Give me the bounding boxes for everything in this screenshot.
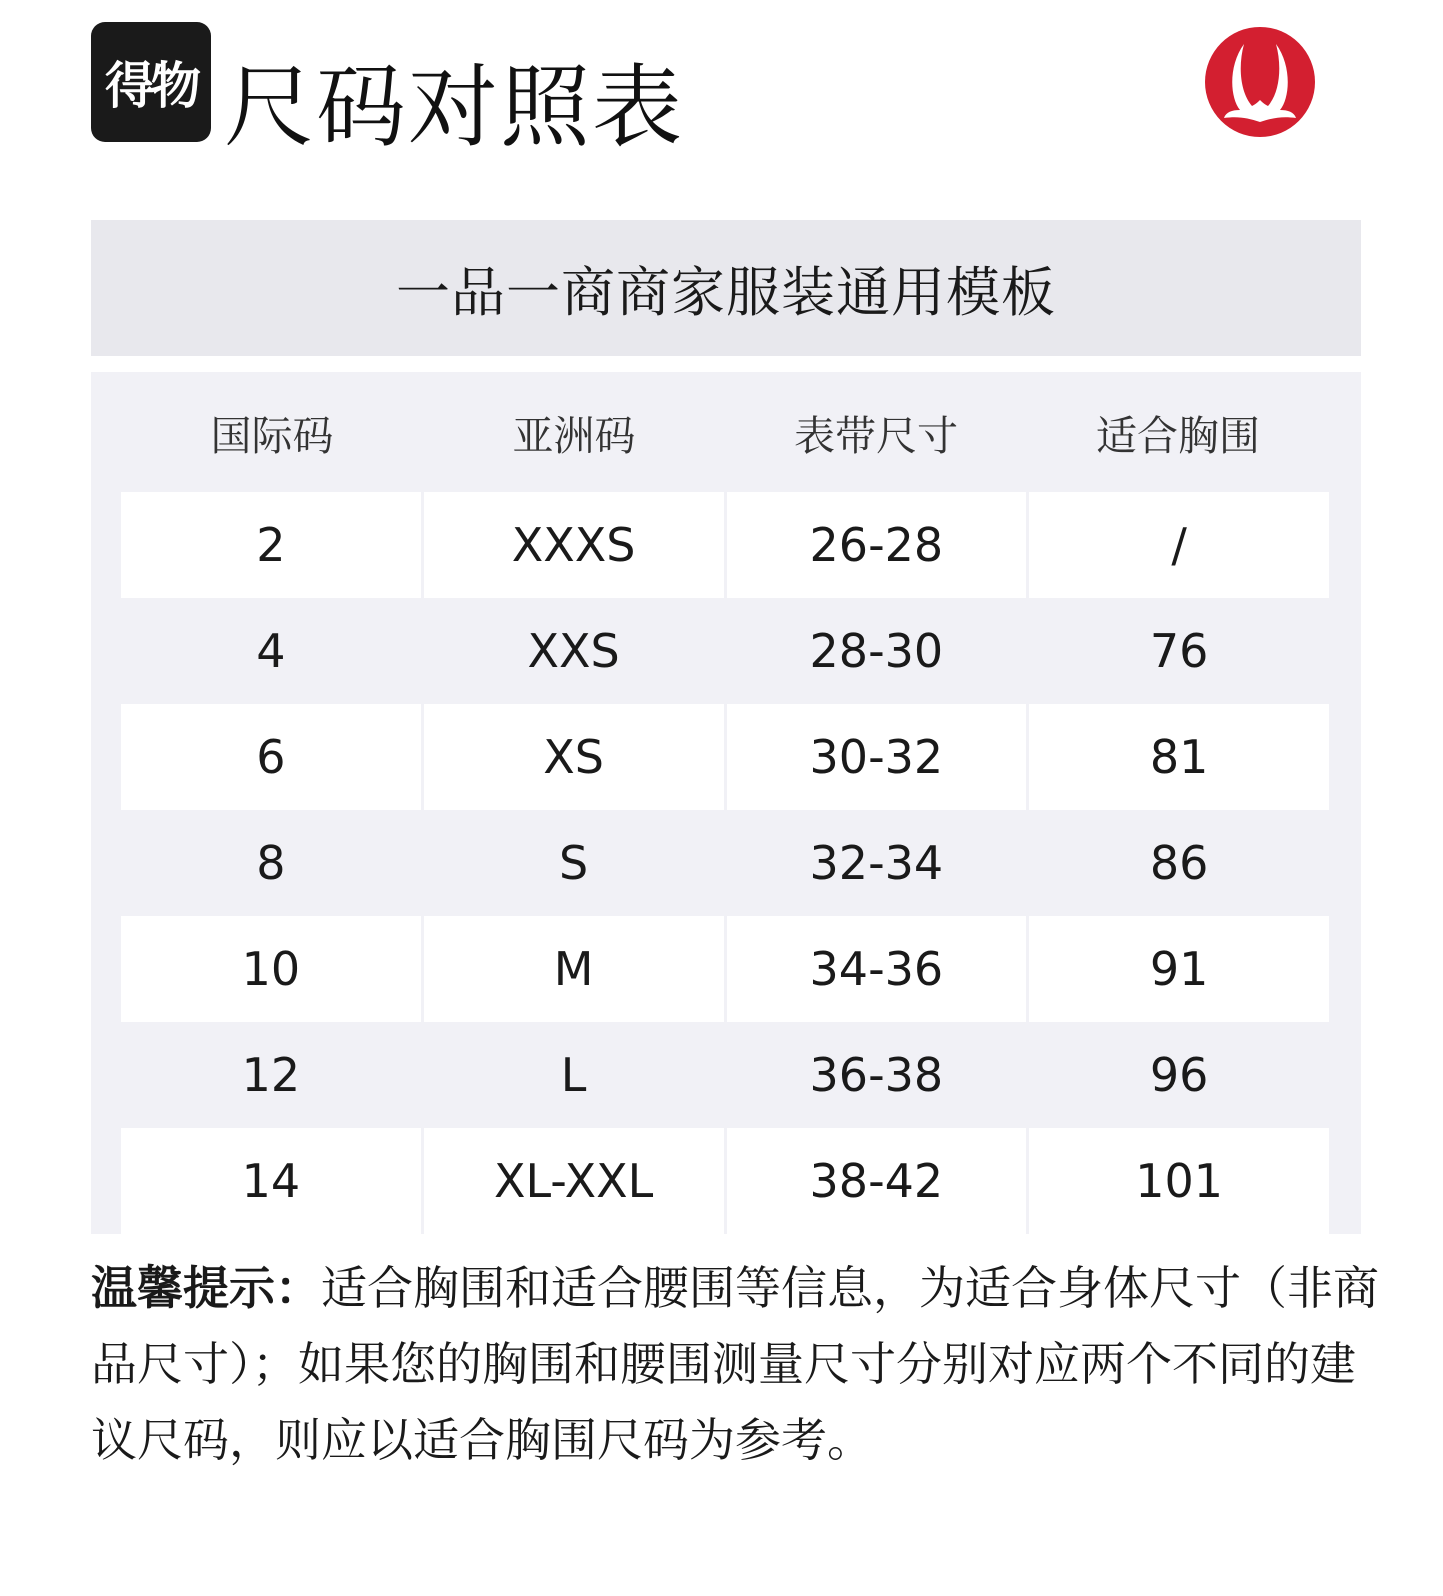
cell-asia: L bbox=[424, 1022, 724, 1128]
cell-international: 2 bbox=[121, 492, 421, 598]
cell-asia: XXS bbox=[424, 598, 724, 704]
table-header bbox=[121, 372, 1329, 492]
cell-band: 30-32 bbox=[727, 704, 1027, 810]
table-row bbox=[121, 1022, 1329, 1128]
cell-bust: 96 bbox=[1029, 1022, 1329, 1128]
cell-bust: 91 bbox=[1029, 916, 1329, 1022]
app-logo-text: 得物 bbox=[105, 57, 197, 115]
header-fit-bust: 适合胸围 bbox=[1096, 411, 1260, 460]
table-body bbox=[121, 492, 1329, 1234]
page-title: 尺码对照表 bbox=[224, 55, 684, 160]
cell-international: 12 bbox=[121, 1022, 421, 1128]
table-row bbox=[121, 1128, 1329, 1234]
cell-band: 32-34 bbox=[727, 810, 1027, 916]
table-row bbox=[121, 598, 1329, 704]
lululemon-logo-icon bbox=[1204, 26, 1316, 138]
tip-note bbox=[91, 1250, 1381, 1478]
template-title: 一品一商商家服装通用模板 bbox=[396, 260, 1056, 324]
cell-band: 36-38 bbox=[727, 1022, 1027, 1128]
cell-asia: M bbox=[424, 916, 724, 1022]
tip-text: 适合胸围和适合腰围等信息，为适合身体尺寸（非商品尺寸）；如果您的胸围和腰围测量尺寸分别对应两个不同的建议尺码，则应以适合胸围尺码为参考。 bbox=[91, 1261, 1379, 1467]
cell-band: 28-30 bbox=[727, 598, 1027, 704]
header-international-size: 国际码 bbox=[210, 411, 334, 460]
cell-band: 38-42 bbox=[727, 1128, 1027, 1234]
cell-band: 34-36 bbox=[727, 916, 1027, 1022]
cell-asia: XXXS bbox=[424, 492, 724, 598]
table-row bbox=[121, 704, 1329, 810]
app-logo bbox=[91, 22, 211, 142]
cell-asia: XL-XXL bbox=[424, 1128, 724, 1234]
cell-bust: 76 bbox=[1029, 598, 1329, 704]
header-asia-size: 亚洲码 bbox=[512, 411, 636, 460]
cell-asia: S bbox=[424, 810, 724, 916]
cell-bust: 101 bbox=[1029, 1128, 1329, 1234]
cell-international: 8 bbox=[121, 810, 421, 916]
tip-label: 温馨提示： bbox=[91, 1261, 321, 1315]
cell-international: 6 bbox=[121, 704, 421, 810]
table-row bbox=[121, 492, 1329, 598]
cell-bust: 86 bbox=[1029, 810, 1329, 916]
table-row bbox=[121, 916, 1329, 1022]
cell-bust: 81 bbox=[1029, 704, 1329, 810]
table-row bbox=[121, 810, 1329, 916]
cell-bust: / bbox=[1029, 492, 1329, 598]
cell-international: 4 bbox=[121, 598, 421, 704]
cell-international: 14 bbox=[121, 1128, 421, 1234]
cell-international: 10 bbox=[121, 916, 421, 1022]
template-banner bbox=[91, 220, 1361, 356]
cell-asia: XS bbox=[424, 704, 724, 810]
cell-band: 26-28 bbox=[727, 492, 1027, 598]
size-table bbox=[91, 372, 1361, 1234]
header-band-size: 表带尺寸 bbox=[794, 411, 958, 460]
